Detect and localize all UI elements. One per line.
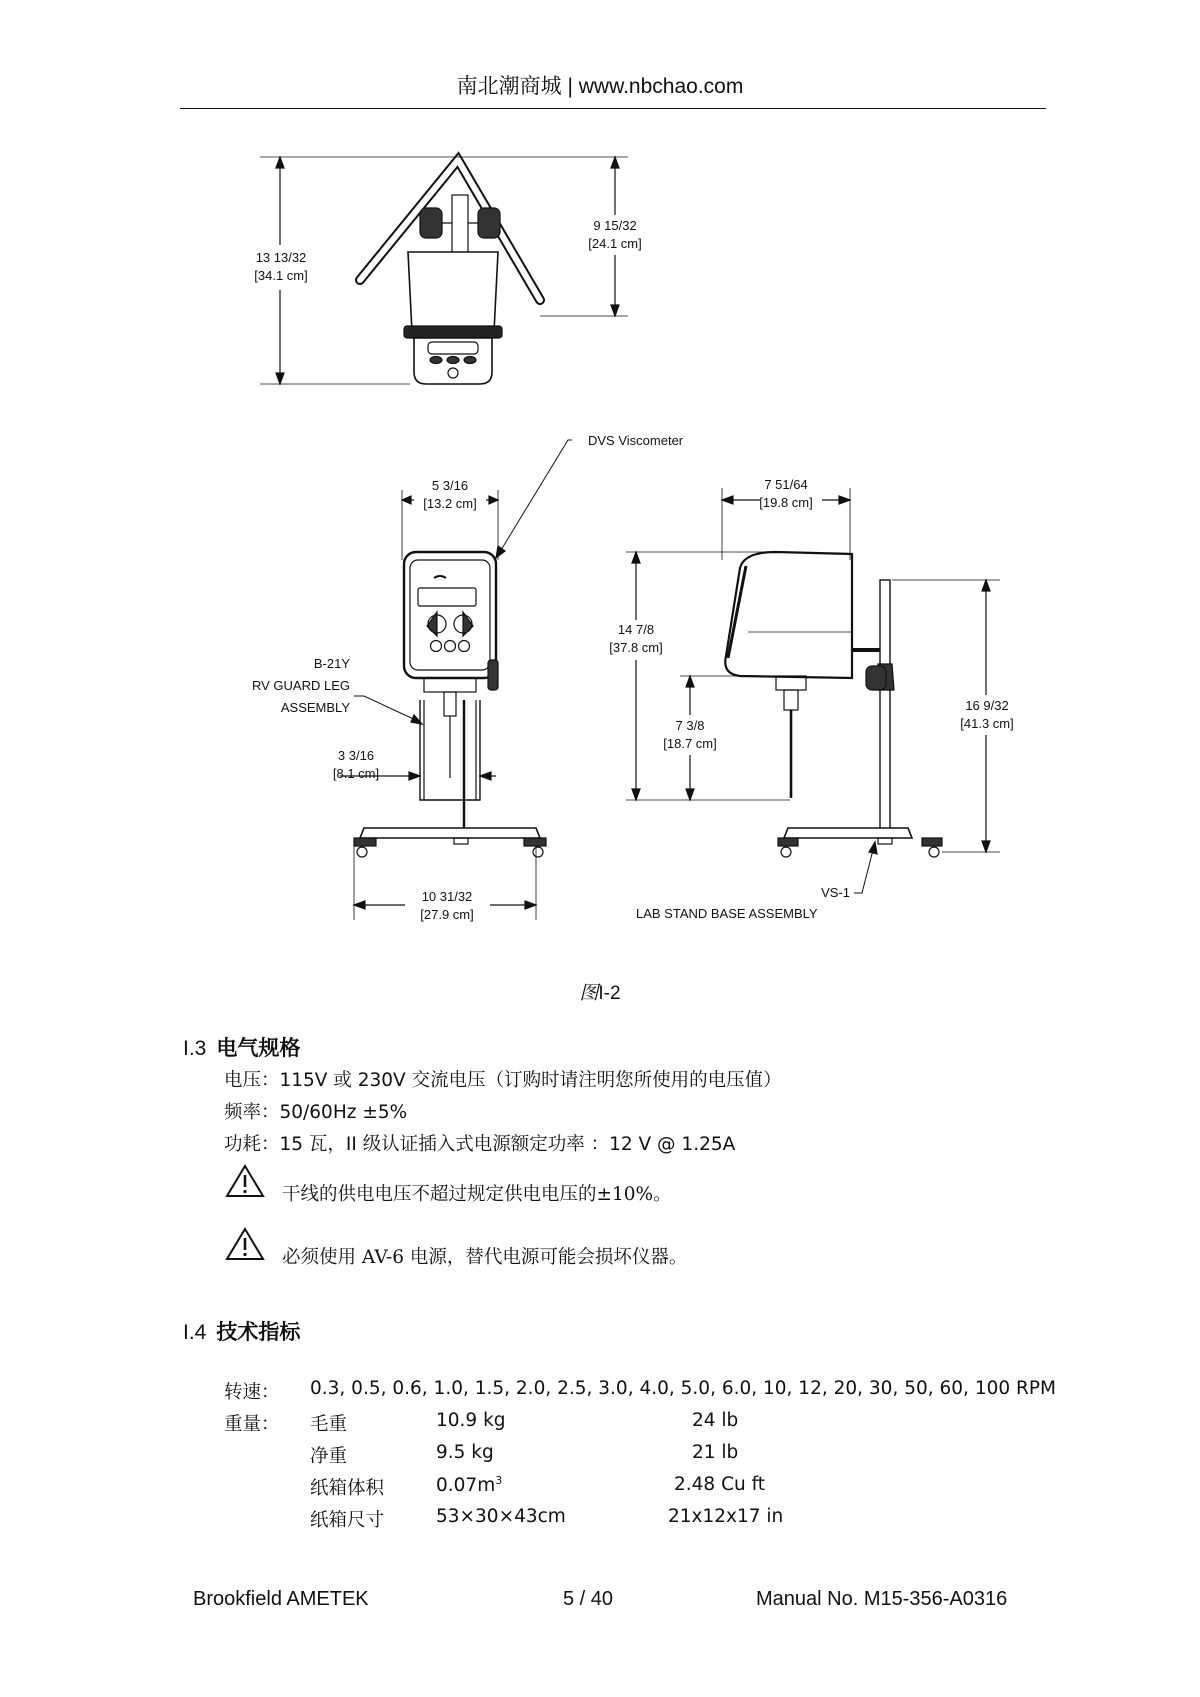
spec-row-name: 纸箱体积 [310,1478,385,1499]
site-header: 南北潮商城 | www.nbchao.com [456,75,744,98]
guard-leg-line1: B-21Y [313,656,350,671]
spec-row-imperial: 24 lb [692,1410,739,1431]
spec-row-imperial: 21x12x17 in [668,1506,784,1527]
warning-voltage-text: 干线的供电电压不超过规定供电电压的±10%。 [282,1184,672,1205]
spindle-metric: [18.7 cm] [663,736,717,751]
guard-leg-line2: RV GUARD LEG [251,678,350,693]
footer-company: Brookfield AMETEK [193,1588,369,1610]
front-width-metric: [13.2 cm] [423,496,477,511]
spindle-label: 7 3/8 [675,718,705,733]
weight-label: 重量： [224,1414,280,1435]
section-title: 电气规格 [216,1036,301,1060]
voltage-line: 电压：115V 或 230V 交流电压（订购时请注明您所使用的电压值） [224,1070,782,1091]
viscometer-callout: DVS Viscometer [588,433,684,448]
warning-power-supply-text: 必须使用 AV-6 电源，替代电源可能会损坏仪器。 [282,1247,688,1268]
section-electrical-heading [183,1032,300,1062]
caption-id: I-2 [598,983,621,1004]
top-height-metric: [34.1 cm] [254,268,308,283]
spec-row-metric [436,1474,502,1496]
spec-row-name: 纸箱尺寸 [310,1510,385,1531]
spec-row-metric: 53×30×43cm [436,1506,566,1527]
guard-leg-line3: ASSEMBLY [280,700,350,715]
front-width-label: 5 3/16 [431,478,469,493]
guard-width-label: 3 3/16 [337,748,375,763]
volume-value: 0.07m [436,1475,496,1497]
spec-row-name: 净重 [310,1446,348,1467]
caption-prefix: 图 [579,982,599,1004]
footer-page-number: 5 / 40 [563,1588,614,1610]
warning-icon [224,1163,266,1199]
side-height-label: 14 7/8 [617,622,655,637]
spec-row-imperial: 21 lb [692,1442,739,1463]
section-number: I.3 [183,1037,207,1060]
frequency-line: 频率：50/60Hz ±5% [224,1102,408,1123]
stand-line2: LAB STAND BASE ASSEMBLY [636,906,818,921]
speeds-label: 转速： [224,1382,280,1403]
spec-row-metric: 9.5 kg [436,1442,494,1463]
section-number: I.4 [183,1321,207,1344]
side-depth-label: 7 51/64 [764,477,808,492]
base-width-label: 10 31/32 [421,889,473,904]
warning-icon [224,1226,266,1262]
spec-row-imperial: 2.48 Cu ft [674,1474,766,1495]
footer-manual-number: Manual No. M15-356-A0316 [756,1588,1008,1610]
power-line: 功耗：15 瓦，II 级认证插入式电源额定功率 ：12 V @ 1.25A [224,1134,736,1155]
total-height-label: 16 9/32 [965,698,1009,713]
figure-caption [0,978,1200,1005]
section-title: 技术指标 [216,1320,301,1344]
spec-row-name: 毛重 [310,1414,348,1435]
side-depth-metric: [19.8 cm] [759,495,813,510]
section-specs-heading [183,1316,300,1346]
side-height-metric: [37.8 cm] [609,640,663,655]
top-arm-label: 9 15/32 [593,218,637,233]
side-view-device [725,552,942,857]
top-height-label: 13 13/32 [255,250,307,265]
volume-exponent: 3 [495,1474,503,1487]
top-arm-metric: [24.1 cm] [588,236,642,251]
stand-line1: VS-1 [821,885,850,900]
top-view-device [360,160,540,384]
total-height-metric: [41.3 cm] [960,716,1014,731]
spec-row-metric: 10.9 kg [436,1410,506,1431]
base-width-metric: [27.9 cm] [420,907,474,922]
guard-width-metric: [8.1 cm] [332,766,380,781]
speeds-value: 0.3, 0.5, 0.6, 1.0, 1.5, 2.0, 2.5, 3.0, 4.0, 5.0, 6.0, 10, 12, 20, 30, 50, 60, 100 RPM [310,1378,1056,1399]
